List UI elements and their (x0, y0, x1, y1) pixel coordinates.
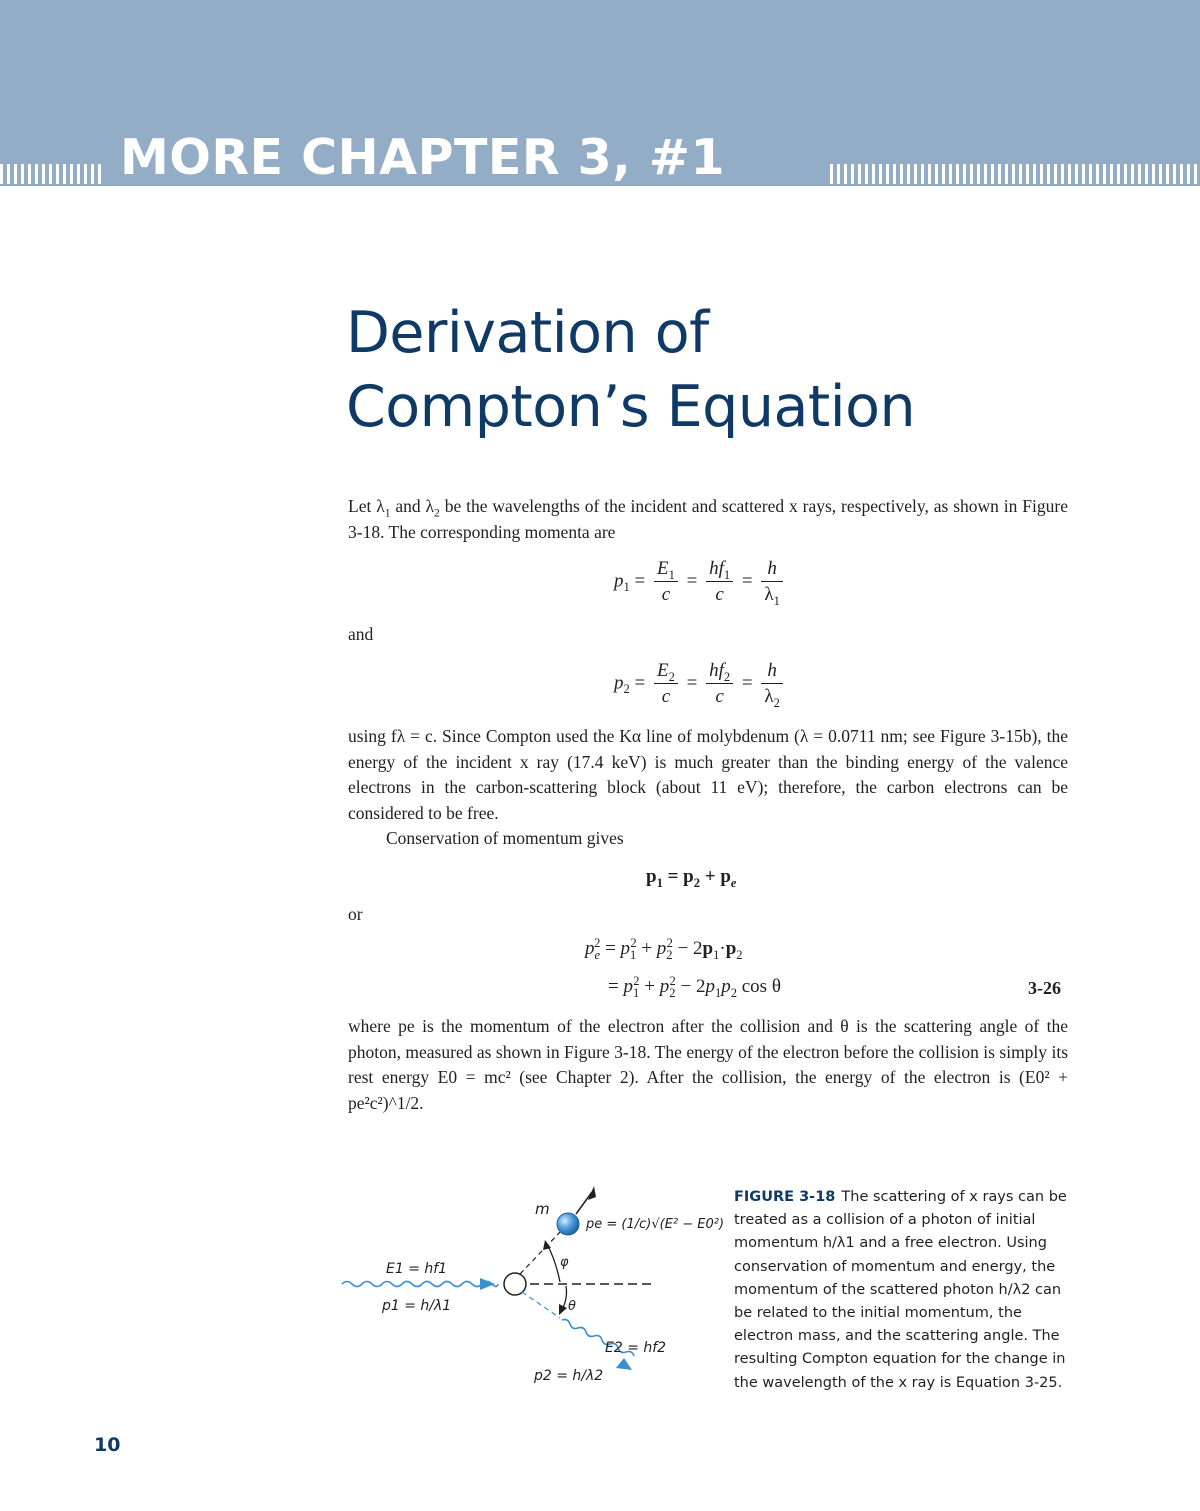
incident-energy-label: E1 = hf1 (386, 1261, 448, 1277)
electron-before-collision (504, 1273, 526, 1295)
and-word: and (348, 624, 374, 644)
compton-scattering-diagram (330, 1170, 730, 1400)
mass-label: m (535, 1200, 550, 1218)
chapter-label: MORE CHAPTER 3, #1 (120, 129, 726, 186)
scattered-photon-arrowhead (616, 1358, 632, 1370)
recoil-electron-path (520, 1230, 562, 1274)
incident-photon-wave (342, 1282, 498, 1287)
equation-p1: $p_1$ = $\frac{E_1}{c}$ = $\frac{hf_1}{c}$ = $\frac{h}{\lambda_1}$ (614, 558, 787, 606)
figure-label: FIGURE 3-18 (734, 1189, 836, 1205)
equation-number: 3-26 (1028, 978, 1061, 998)
incident-momentum-label: p1 = h/λ1 (382, 1298, 452, 1314)
theta-label: θ (568, 1299, 576, 1314)
electron-energy-paragraph: where pe is the momentum of the electron after the collision and θ is the scattering angle of the photon, measured as shown in Figure 3-18. The energy of the electron before the collision is simply its rest energy E0 = mc² (see Chapter 2). After the collision, the energy of the electron is (E0² + pe²c²)^1/2. (348, 1016, 1068, 1113)
equation-pe-squared-line2: = $p_1^2 + p_2^2 - 2p_1p_2$ cos θ (608, 973, 781, 1000)
recoil-electron-sphere (557, 1213, 579, 1235)
recoil-electron-arrowhead (588, 1186, 596, 1200)
banner-tick-decoration-right (830, 164, 1200, 184)
equation-pe-squared-line1: $p_e^2 = p_1^2 + p_2^2 - 2p_1\cdot p_2$ (585, 935, 743, 962)
banner-tick-decoration-left (0, 164, 104, 184)
recoil-electron-momentum-arrow (576, 1192, 592, 1214)
recoil-momentum-label: pe = (1/c)√(E² − E0²) (586, 1217, 725, 1232)
article-title (346, 296, 915, 444)
article-title-line1: Derivation of (346, 300, 709, 366)
or-word: or (348, 904, 363, 924)
intro-paragraph: Let $\lambda_1$ and $\lambda_2$ be the wavelengths of the incident and scattered x rays, respectively, as shown in Figure 3-18. The corresponding momenta are (348, 496, 1068, 542)
scattered-momentum-label: p2 = h/λ2 (534, 1368, 604, 1384)
molybdenum-paragraph: using fλ = c. Since Compton used the Kα line of molybdenum (λ = 0.0711 nm; see Figure 3-15b), the energy of the incident x ray (17.4 keV) is much greater than the binding energy of the valence electrons in the carbon-scattering block (about 11 eV); therefore, the carbon electrons can be considered to be free. (348, 726, 1068, 823)
page-number: 10 (94, 1434, 121, 1456)
figure-caption-text: The scattering of x rays can be treated as a collision of a photon of initial momentum h/λ1 and a free electron. Using conservation of momentum and energy, the momentum of the scattered photon h/λ2 can be related to the initial momentum, the electron mass, and the scattering angle. The resulting Compton equation for the change in the wavelength of the x ray is Equation 3-25. (734, 1189, 1067, 1391)
equation-p2: $p_2$ = $\frac{E_2}{c}$ = $\frac{hf_2}{c}$ = $\frac{h}{\lambda_2}$ (614, 660, 787, 708)
scattered-energy-label: E2 = hf2 (605, 1340, 667, 1356)
theta-arc-arrowhead (559, 1304, 567, 1315)
incident-photon-arrowhead (480, 1278, 495, 1290)
equation-momentum-vector: $p_1 = p_2 + p_e$ (646, 866, 737, 890)
scattered-photon-path (522, 1292, 560, 1318)
conservation-paragraph: Conservation of momentum gives (386, 828, 624, 848)
phi-angle-arc (548, 1246, 560, 1282)
figure-caption (734, 1186, 1079, 1395)
article-title-line2: Compton’s Equation (346, 374, 916, 440)
phi-label: φ (560, 1255, 569, 1270)
